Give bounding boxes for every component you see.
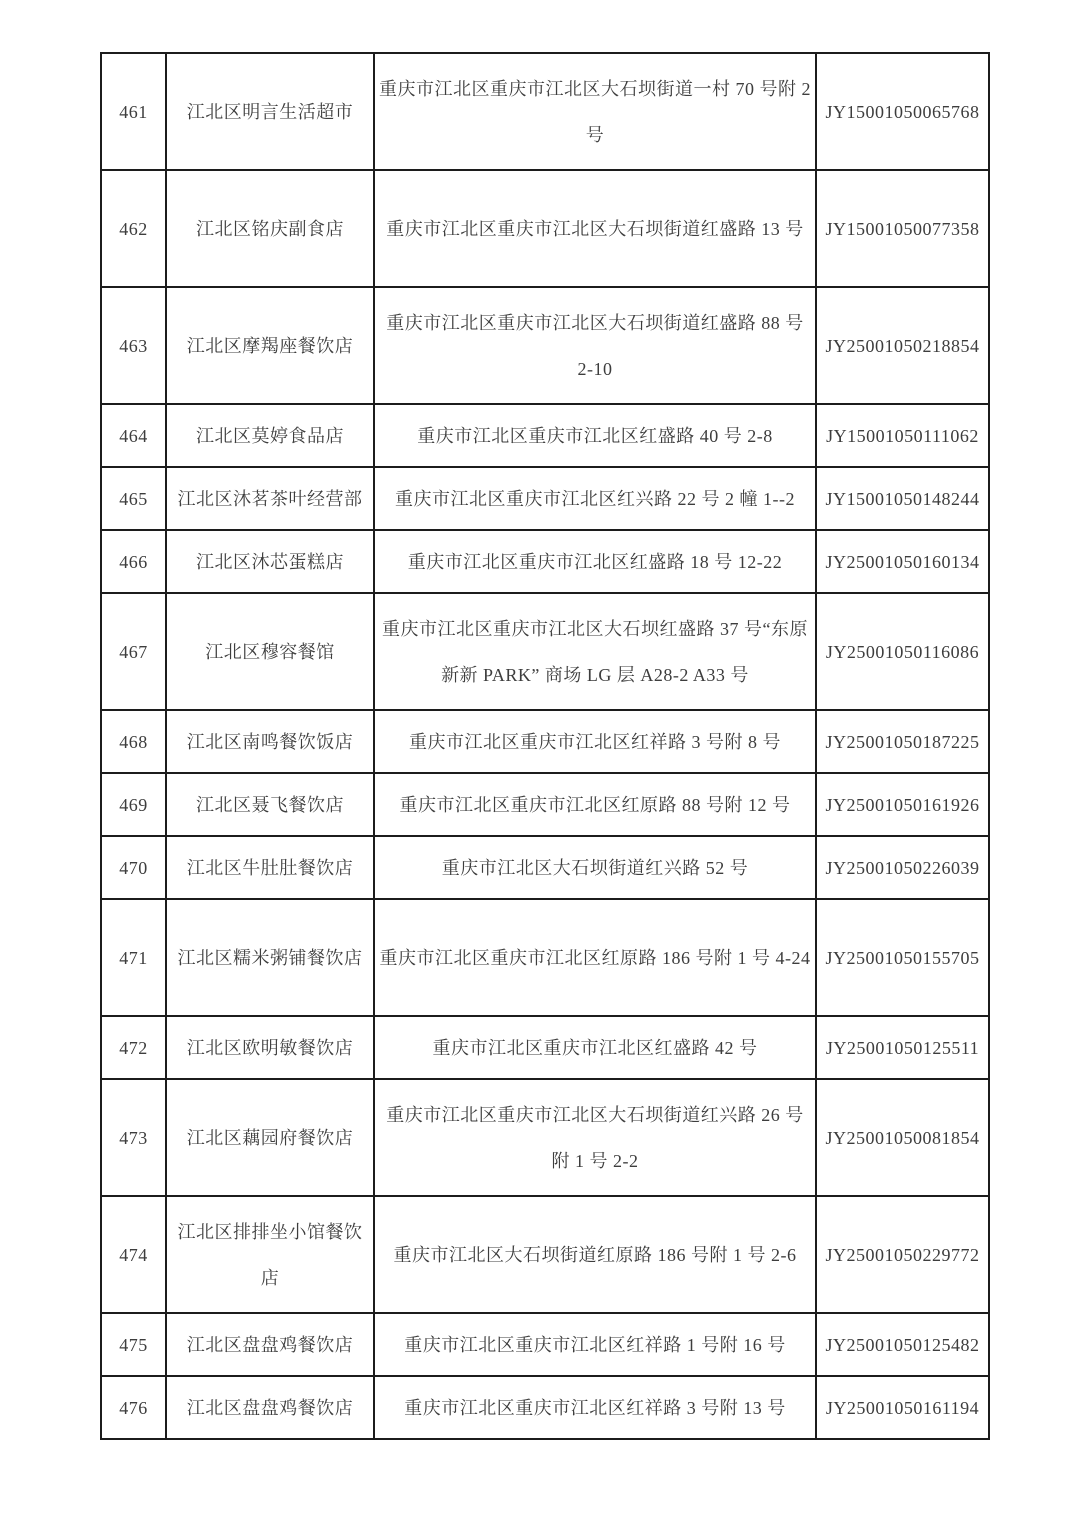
table-row: [101, 53, 989, 170]
table-row: [101, 404, 989, 467]
business-address-cell: 重庆市江北区大石坝街道红原路 186 号附 1 号 2-6: [374, 1196, 816, 1313]
row-number-cell: 467: [101, 593, 166, 710]
business-address-cell: 重庆市江北区重庆市江北区红盛路 18 号 12-22: [374, 530, 816, 593]
row-number-cell: 466: [101, 530, 166, 593]
business-address-cell: 重庆市江北区重庆市江北区红原路 186 号附 1 号 4-24: [374, 899, 816, 1016]
business-name-cell: 江北区沐茗茶叶经营部: [166, 467, 374, 530]
business-name-cell: 江北区莫婷食品店: [166, 404, 374, 467]
license-number-cell: JY25001050187225: [816, 710, 989, 773]
row-number-cell: 473: [101, 1079, 166, 1196]
license-number-cell: JY15001050111062: [816, 404, 989, 467]
row-number-cell: 468: [101, 710, 166, 773]
business-name-cell: 江北区聂飞餐饮店: [166, 773, 374, 836]
license-number-cell: JY15001050077358: [816, 170, 989, 287]
row-number-cell: 474: [101, 1196, 166, 1313]
table-row: [101, 593, 989, 710]
business-address-cell: 重庆市江北区重庆市江北区红祥路 3 号附 13 号: [374, 1376, 816, 1439]
table-row: [101, 1016, 989, 1079]
business-name-cell: 江北区糯米粥铺餐饮店: [166, 899, 374, 1016]
business-address-cell: 重庆市江北区重庆市江北区大石坝街道红盛路 13 号: [374, 170, 816, 287]
business-name-cell: 江北区欧明敏餐饮店: [166, 1016, 374, 1079]
table-row: [101, 1079, 989, 1196]
business-address-cell: 重庆市江北区重庆市江北区大石坝街道红兴路 26 号附 1 号 2-2: [374, 1079, 816, 1196]
row-number-cell: 471: [101, 899, 166, 1016]
license-number-cell: JY25001050155705: [816, 899, 989, 1016]
business-address-cell: 重庆市江北区大石坝街道红兴路 52 号: [374, 836, 816, 899]
license-number-cell: JY25001050081854: [816, 1079, 989, 1196]
table-row: [101, 1196, 989, 1313]
table-row: [101, 467, 989, 530]
license-number-cell: JY25001050161926: [816, 773, 989, 836]
row-number-cell: 472: [101, 1016, 166, 1079]
table-row: [101, 773, 989, 836]
business-name-cell: 江北区摩羯座餐饮店: [166, 287, 374, 404]
table-row: [101, 530, 989, 593]
business-name-cell: 江北区盘盘鸡餐饮店: [166, 1376, 374, 1439]
license-number-cell: JY25001050161194: [816, 1376, 989, 1439]
table-row: [101, 1313, 989, 1376]
business-name-cell: 江北区牛肚肚餐饮店: [166, 836, 374, 899]
business-name-cell: 江北区铭庆副食店: [166, 170, 374, 287]
table-row: [101, 710, 989, 773]
business-name-cell: 江北区明言生活超市: [166, 53, 374, 170]
business-name-cell: 江北区南鸣餐饮饭店: [166, 710, 374, 773]
business-address-cell: 重庆市江北区重庆市江北区红兴路 22 号 2 幢 1--2: [374, 467, 816, 530]
license-number-cell: JY15001050065768: [816, 53, 989, 170]
business-name-cell: 江北区沐芯蛋糕店: [166, 530, 374, 593]
business-name-cell: 江北区藕园府餐饮店: [166, 1079, 374, 1196]
license-number-cell: JY25001050160134: [816, 530, 989, 593]
business-name-cell: 江北区穆容餐馆: [166, 593, 374, 710]
table-row: [101, 836, 989, 899]
license-number-cell: JY25001050229772: [816, 1196, 989, 1313]
table-row: [101, 287, 989, 404]
table-row: [101, 170, 989, 287]
row-number-cell: 470: [101, 836, 166, 899]
row-number-cell: 475: [101, 1313, 166, 1376]
business-address-cell: 重庆市江北区重庆市江北区大石坝红盛路 37 号“东原新新 PARK” 商场 LG 层 A28-2 A33 号: [374, 593, 816, 710]
row-number-cell: 464: [101, 404, 166, 467]
business-name-cell: 江北区盘盘鸡餐饮店: [166, 1313, 374, 1376]
business-address-cell: 重庆市江北区重庆市江北区红祥路 1 号附 16 号: [374, 1313, 816, 1376]
row-number-cell: 465: [101, 467, 166, 530]
business-name-cell: 江北区排排坐小馆餐饮店: [166, 1196, 374, 1313]
license-number-cell: JY25001050125511: [816, 1016, 989, 1079]
row-number-cell: 476: [101, 1376, 166, 1439]
license-number-cell: JY25001050226039: [816, 836, 989, 899]
row-number-cell: 463: [101, 287, 166, 404]
business-address-cell: 重庆市江北区重庆市江北区红原路 88 号附 12 号: [374, 773, 816, 836]
license-number-cell: JY25001050116086: [816, 593, 989, 710]
row-number-cell: 469: [101, 773, 166, 836]
table-body: [101, 53, 989, 1439]
business-license-table: [100, 52, 990, 1440]
business-address-cell: 重庆市江北区重庆市江北区红盛路 42 号: [374, 1016, 816, 1079]
business-address-cell: 重庆市江北区重庆市江北区红祥路 3 号附 8 号: [374, 710, 816, 773]
row-number-cell: 462: [101, 170, 166, 287]
license-number-cell: JY15001050148244: [816, 467, 989, 530]
license-number-cell: JY25001050218854: [816, 287, 989, 404]
business-address-cell: 重庆市江北区重庆市江北区红盛路 40 号 2-8: [374, 404, 816, 467]
business-address-cell: 重庆市江北区重庆市江北区大石坝街道一村 70 号附 2 号: [374, 53, 816, 170]
license-number-cell: JY25001050125482: [816, 1313, 989, 1376]
business-address-cell: 重庆市江北区重庆市江北区大石坝街道红盛路 88 号 2-10: [374, 287, 816, 404]
table-row: [101, 899, 989, 1016]
row-number-cell: 461: [101, 53, 166, 170]
table-row: [101, 1376, 989, 1439]
